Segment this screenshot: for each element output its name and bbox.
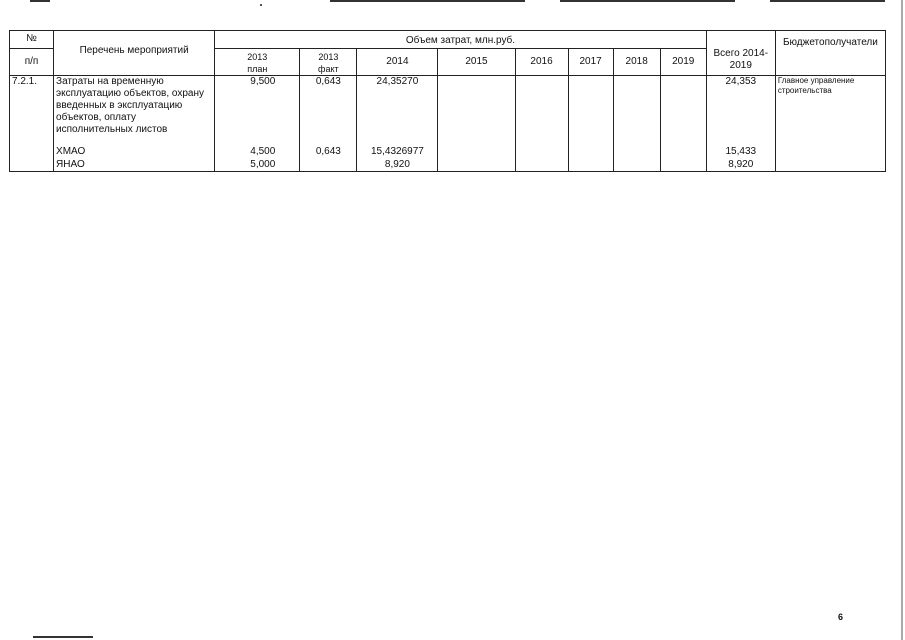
col-number-header: № — [10, 31, 54, 49]
cell-total: 15,433 — [706, 146, 775, 159]
cell-total: 8,920 — [706, 159, 775, 172]
year-header: 2018 — [613, 49, 660, 76]
scan-side-line — [901, 0, 903, 640]
cell-2016 — [515, 159, 568, 172]
cell-plan-2013: 5,000 — [215, 159, 300, 172]
cell-recipient — [775, 146, 885, 159]
scan-top-line — [330, 0, 525, 2]
scan-top-line — [560, 0, 735, 2]
row-number: 7.2.1. — [10, 76, 54, 146]
cell-plan-2013: 4,500 — [215, 146, 300, 159]
row-description: Затраты на временную эксплуатацию объектов, охрану введенных в эксплуатацию объектов, оплату исполнительных листов — [54, 76, 215, 146]
cell-2014: 15,4326977 — [357, 146, 438, 159]
year-header: 2017 — [568, 49, 613, 76]
cell-2015 — [438, 146, 515, 159]
year-header — [215, 49, 300, 76]
cell-2018 — [613, 76, 660, 146]
table-row — [10, 146, 886, 159]
cell-recipient: Главное управление строительства — [775, 76, 885, 146]
cost-volume-header: Объем затрат, млн.руб. — [215, 31, 707, 49]
cell-2017 — [568, 76, 613, 146]
row-description: ХМАО — [54, 146, 215, 159]
cell-2019 — [660, 76, 706, 146]
year-header — [300, 49, 357, 76]
scan-top-line — [770, 0, 885, 2]
year-label: 2013 — [318, 52, 339, 62]
cell-recipient — [775, 159, 885, 172]
table-row — [10, 76, 886, 146]
row-number — [10, 159, 54, 172]
cell-2018 — [613, 159, 660, 172]
scan-speck — [260, 4, 262, 6]
col-total-header: Всего 2014-2019 — [706, 31, 775, 76]
page-number: 6 — [838, 612, 844, 622]
col-recipients-header: Бюджетополучатели — [775, 31, 885, 76]
year-header: 2014 — [357, 49, 438, 76]
cell-fact-2013: 0,643 — [300, 76, 357, 146]
year-label: 2013 — [247, 52, 268, 62]
row-description: ЯНАО — [54, 159, 215, 172]
cell-2017 — [568, 159, 613, 172]
year-sub-label: план — [247, 64, 268, 74]
year-header: 2019 — [660, 49, 706, 76]
cell-2016 — [515, 146, 568, 159]
col-number-sub-header: п/п — [10, 49, 54, 76]
table-row — [10, 159, 886, 172]
year-header: 2015 — [438, 49, 515, 76]
cell-fact-2013: 0,643 — [300, 146, 357, 159]
row-number — [10, 146, 54, 159]
scan-top-line — [30, 0, 50, 2]
cell-total: 24,353 — [706, 76, 775, 146]
cell-2019 — [660, 146, 706, 159]
cell-2016 — [515, 76, 568, 146]
cell-2018 — [613, 146, 660, 159]
scan-bottom-line — [33, 636, 93, 638]
cell-2015 — [438, 159, 515, 172]
budget-table — [9, 30, 886, 172]
year-sub-label: факт — [318, 64, 339, 74]
cell-plan-2013: 9,500 — [215, 76, 300, 146]
cell-2019 — [660, 159, 706, 172]
header-row-top — [10, 31, 886, 49]
year-header: 2016 — [515, 49, 568, 76]
cell-2014: 24,35270 — [357, 76, 438, 146]
cell-2015 — [438, 76, 515, 146]
col-events-header: Перечень мероприятий — [54, 31, 215, 76]
cell-2014: 8,920 — [357, 159, 438, 172]
cell-2017 — [568, 146, 613, 159]
cell-fact-2013 — [300, 159, 357, 172]
